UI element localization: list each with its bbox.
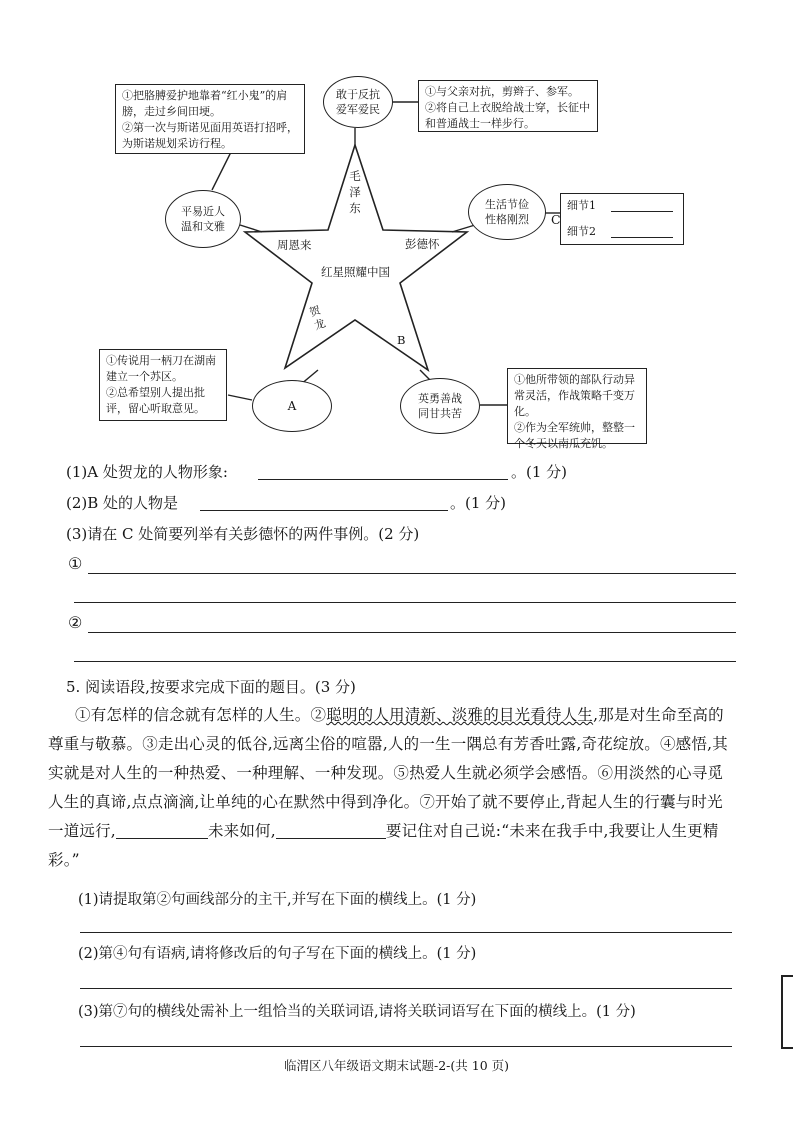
ellipse-peng-traits: 生活节俭 性格刚烈 [468,184,546,240]
q3-answer-line-2[interactable] [74,602,736,603]
q2-points: 。(1 分) [450,494,507,512]
q3-answer-line-4[interactable] [74,661,736,662]
q3-mark-1: ① [68,554,83,573]
q3-answer-line-3[interactable] [88,632,736,633]
star-center-label: 红星照耀中国 [321,265,390,279]
star-label-peng: 彭德怀 [405,237,440,251]
box-zhou-examples: ①把胳膊爱护地靠着“红小鬼”的肩膀，走过乡间田埂。 ②第一次与斯诺见面用英语打招呼，为斯诺规划采访行程。 [115,84,305,154]
star-label-mao: 毛泽东 [349,169,361,215]
sub1-answer-line[interactable] [80,932,732,933]
star-label-he: 贺龙 [307,303,328,333]
sub1-text: (1)请提取第②句画线部分的主干,并写在下面的横线上。(1 分) [78,892,477,908]
ellipse-he-traits: A [252,380,332,432]
binding-mark [781,975,793,1049]
c-letter: C [551,212,561,227]
q1-text: (1)A 处贺龙的人物形象: [66,463,228,481]
section5-heading: 5. 阅读语段,按要求完成下面的题目。(3 分) [66,678,356,696]
star-label-b: B [397,333,406,347]
q3-mark-2: ② [68,613,83,632]
connector-right [452,225,475,232]
box-b-examples: ①他所带领的部队行动异常灵活，作战策略千变万化。 ②作为全军统帅，整整一个冬天以南瓜充饥。 [507,368,647,444]
detail-2-blank[interactable] [611,237,673,238]
q2-text: (2)B 处的人物是 [66,494,179,512]
connector-left [240,225,262,232]
ellipse-b-traits: 英勇善战 同甘共苦 [400,378,480,434]
passage-blank-2[interactable] [276,822,386,839]
passage-blank-1[interactable] [116,822,208,839]
star-label-zhou: 周恩来 [277,238,312,252]
detail-2-label: 细节2 [567,225,596,238]
sub3-text: (3)第⑦句的横线处需补上一组恰当的关联词语,请将关联词语写在下面的横线上。(1 分) [78,1004,636,1020]
box-mao-examples: ①与父亲对抗，剪辫子、参军。 ②将自己上衣脱给战士穿，长征中和普通战士一样步行。 [418,80,598,132]
sub3-answer-line[interactable] [80,1046,732,1047]
detail-1-label: 细节1 [567,199,596,212]
box-he-examples: ①传说用一柄刀在湖南建立一个苏区。 ②总希望别人提出批评，留心听取意见。 [99,349,227,421]
passage-underlined-sentence: 聪明的人用清新、淡雅的目光看待人生 [326,706,594,724]
q1-points: 。(1 分) [511,463,568,481]
detail-1-blank[interactable] [611,211,673,212]
passage-part-c: 未来如何, [207,822,276,840]
sub2-text: (2)第④句有语病,请将修改后的句子写在下面的横线上。(1 分) [78,946,477,962]
passage-part-d: 要记住对自己说:“未来在我手中,我要让人生更精彩。” [48,822,719,869]
ellipse-mao-traits: 敢于反抗 爱军爱民 [323,76,393,128]
box-peng-details [560,193,684,245]
sub2-answer-line[interactable] [80,988,732,989]
q3-answer-line-1[interactable] [88,573,736,574]
passage-part-b: ,那是对生命至高的尊重与敬慕。③走出心灵的低谷,远离尘俗的喧嚣,人的一生一隅总有芳香吐露,奇花绽放。④感悟,其实就是对人生的一种热爱、一种理解、一种发现。⑤热爱人生就必须学会感悟。⑥用淡然的心寻觅人生的真谛,点点滴滴,让单纯的心在默然中得到净化。⑦开始了就不要停止,背起人生的行囊与时光一道远行, [48,706,728,840]
page-footer: 临渭区八年级语文期末试题-2-(共 10 页) [283,1058,509,1073]
passage-part-a: ①有怎样的信念就有怎样的人生。② [75,706,327,724]
ellipse-zhou-traits: 平易近人 温和文雅 [165,190,241,248]
section5-passage [48,701,738,875]
connector-top-left [212,150,232,190]
connector-bottom-left-box [228,395,252,400]
q3-text: (3)请在 C 处简要列举有关彭德怀的两件事例。(2 分) [66,525,420,543]
q1-answer-blank[interactable] [258,479,508,480]
q2-answer-blank[interactable] [200,510,448,511]
